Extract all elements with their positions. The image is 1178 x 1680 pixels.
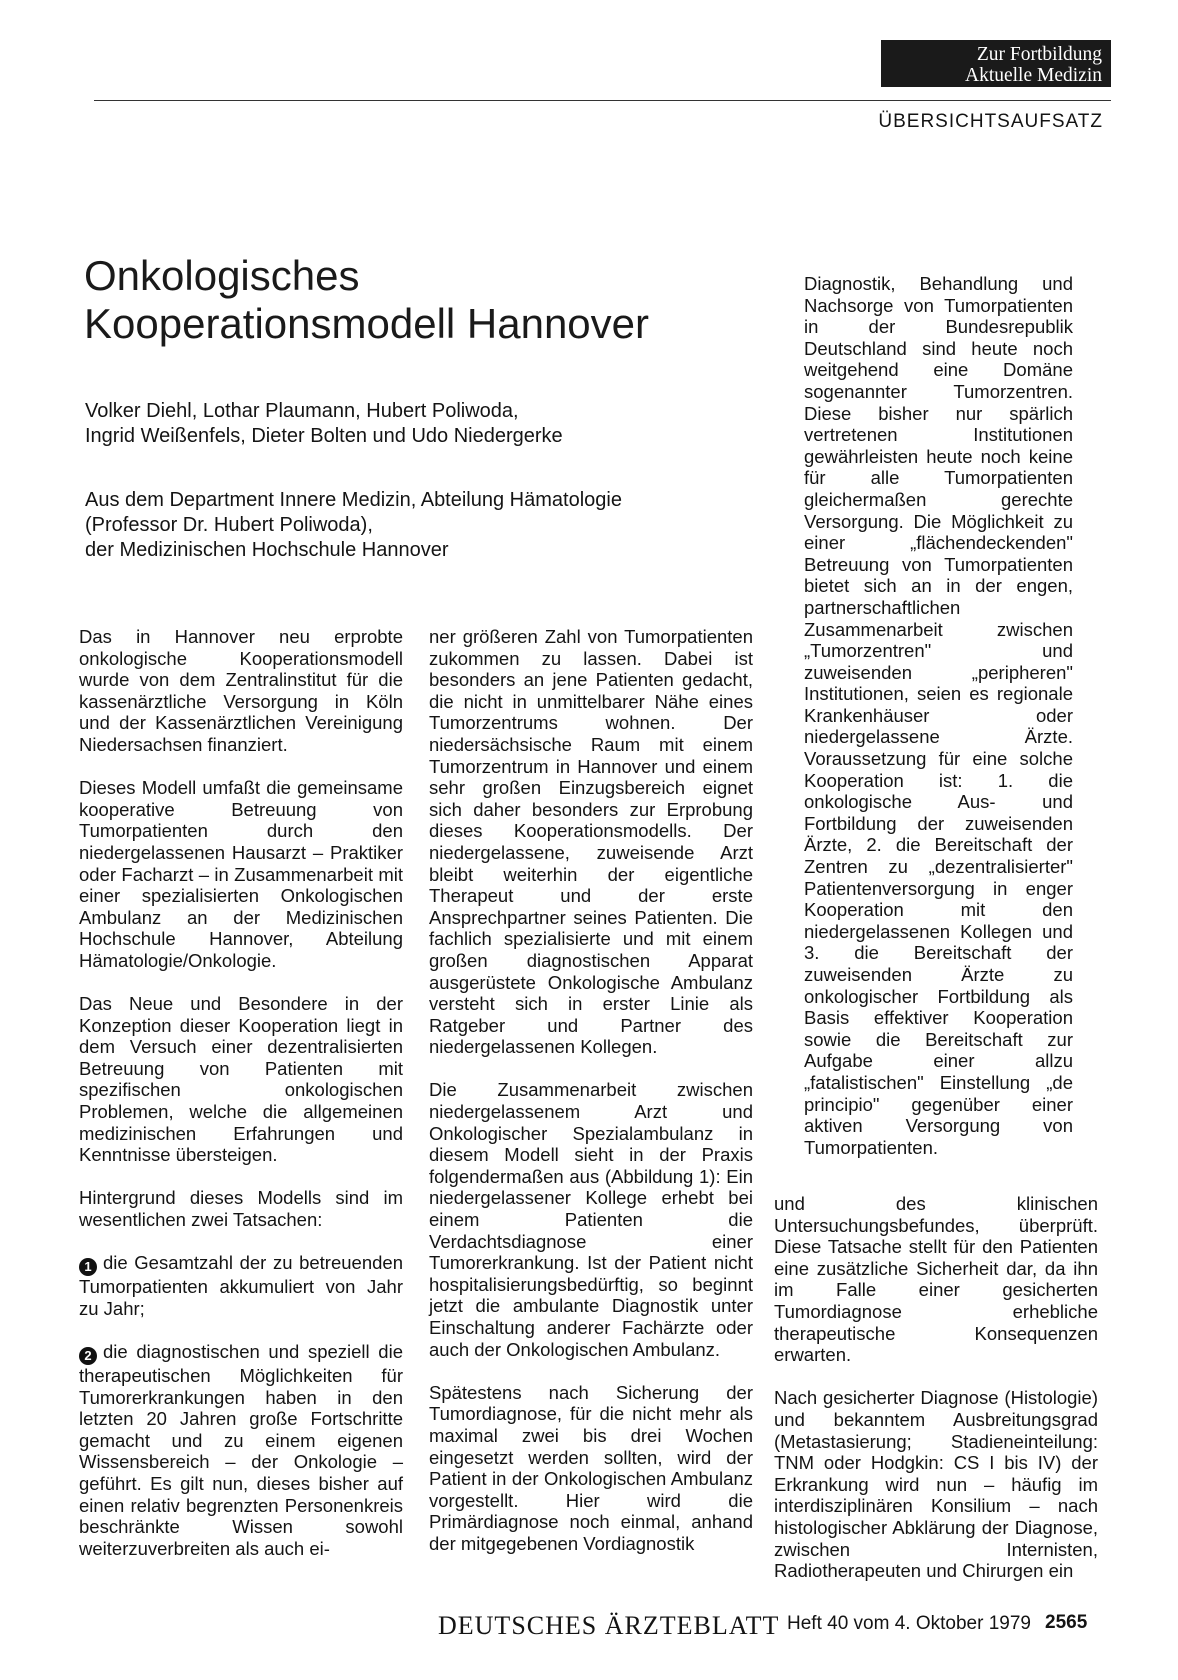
paragraph: Diagnostik, Behandlung und Nachsorge von Tumorpatienten in der Bundesrepublik Deutschland sind heute noch weitgehend eine Domäne sogenannter Tumorzentren. Diese bisher nur spärlich vertretenen Institutionen gewährleisten heute noch keine für alle Tumorpatienten gleichermaßen gerechte Versorgung. Die Möglichkeit zu einer „flächendeckenden" Betreuung von Tumorpatienten bietet sich an in der engen, partnerschaftlichen Zusammenarbeit zwischen „Tumorzentren" und zuweisenden „peripheren" Institutionen, seien es regionale Krankenhäuser oder niedergelassene Ärzte. Voraussetzung für eine solche Kooperation ist: 1. die onkologische Aus- und Fortbildung der zuweisenden Ärzte, 2. die Bereitschaft der Zentren zu „dezentralisierter" Patientenversorgung in enger Kooperation mit den niedergelassenen Kollegen und 3. die Bereitschaft der zuweisenden Ärzte zu onkologischer Fortbildung als Basis effektiver Kooperation sowie die Bereitschaft zur Aufgabe einer allzu „fatalistischen" Einstellung „de principio" gegenüber einer aktiven Versorgung von Tumorpatienten. — [804, 273, 1073, 1158]
list-item-text: die Gesamtzahl der zu betreuenden Tumorpatienten akkumuliert von Jahr zu Jahr; — [79, 1252, 403, 1319]
authors-line-1: Volker Diehl, Lothar Plaumann, Hubert Poliwoda, — [85, 400, 519, 422]
affiliation-line-2: (Professor Dr. Hubert Poliwoda), — [85, 514, 373, 536]
number-2-icon: 2 — [79, 1347, 97, 1365]
paragraph: Hintergrund dieses Modells sind im wesentlichen zwei Tatsachen: — [79, 1187, 403, 1231]
column-3 — [774, 1193, 1098, 1603]
journal-name: DEUTSCHES ÄRZTEBLATT — [438, 1611, 780, 1640]
affiliation — [85, 488, 622, 563]
column-1 — [79, 626, 403, 1581]
affiliation-line-1: Aus dem Department Innere Medizin, Abteilung Hämatologie — [85, 489, 622, 511]
list-item — [79, 1341, 403, 1559]
paragraph: Nach gesicherter Diagnose (Histologie) und bekanntem Ausbreitungsgrad (Metastasierung; Stadieneinteilung: TNM oder Hodgkin: CS I bis IV) der Erkrankung wird nun – häufig im interdisziplinären Konsilium – nach histologischer Abklärung der Diagnose, zwischen Internisten, Radiotherapeuten und Chirurgen ein — [774, 1387, 1098, 1582]
affiliation-line-3: der Medizinischen Hochschule Hannover — [85, 539, 449, 561]
title-line-2: Kooperationsmodell Hannover — [84, 300, 650, 347]
authors-line-2: Ingrid Weißenfels, Dieter Bolten und Udo Niedergerke — [85, 425, 563, 447]
list-item-text: die diagnostischen und speziell die therapeutischen Möglichkeiten für Tumorerkrankungen haben in den letzten 20 Jahren große Fortschritte gemacht und zu einem eigenen Wissensbereich – der Onkologie – geführt. Es gilt nun, dieses bisher auf einen relativ begrenzten Personenkreis beschränkte Wissen sowohl weiterzuverbreiten als auch ei- — [79, 1341, 403, 1559]
page-number: 2565 — [1045, 1612, 1088, 1633]
paragraph: Spätestens nach Sicherung der Tumordiagnose, für die nicht mehr als maximal zwei bis drei Wochen eingesetzt werden sollten, wird der Patient in der Onkologischen Ambulanz vorgestellt. Hier wird die Primärdiagnose noch einmal, anhand der mitgegebenen Vordiagnostik — [429, 1381, 753, 1554]
paragraph: ner größeren Zahl von Tumorpatienten zukommen zu lassen. Dabei ist besonders an jene Patienten gedacht, die nicht in unmittelbarer Nähe eines Tumorzentrums wohnen. Der niedersächsische Raum mit einem Tumorzentrum in Hannover und einem sehr großen Einzugsbereich eignet sich daher besonders zur Erprobung dieses Kooperationsmodells. Der niedergelassene, zuweisende Arzt bleibt weiterhin der eigentliche Therapeut und der erste Ansprechpartner seines Patienten. Die fachlich spezialisierte und mit einem großen diagnostischen Apparat ausgerüstete Onkologische Ambulanz versteht sich in erster Linie als Ratgeber und Partner des niedergelassenen Kollegen. — [429, 626, 753, 1058]
number-1-icon: 1 — [79, 1258, 97, 1276]
section-tag-line-2: Aktuelle Medizin — [964, 65, 1102, 86]
paragraph: Das in Hannover neu erprobte onkologische Kooperationsmodell wurde von dem Zentralinstitut für die kassenärztliche Versorgung in Köln und der Kassenärztlichen Vereinigung Niedersachsen finanziert. — [79, 626, 403, 755]
section-tag-line-1: Zur Fortbildung — [976, 44, 1102, 65]
header-rule — [94, 100, 1111, 101]
title-line-1: Onkologisches — [84, 252, 360, 299]
authors — [85, 399, 563, 449]
paragraph: Dieses Modell umfaßt die gemeinsame kooperative Betreuung von Tumorpatienten durch den niedergelassenen Hausarzt – Praktiker oder Facharzt – in Zusammenarbeit mit einer spezialisierten Onkologischen Ambulanz an der Medizinischen Hochschule Hannover, Abteilung Hämatologie/Onkologie. — [79, 777, 403, 971]
paragraph: Das Neue und Besondere in der Konzeption dieser Kooperation liegt in dem Versuch einer dezentralisierten Betreuung von Patienten mit spezifischen onkologischen Problemen, welche die allgemeinen medizinischen Erfahrungen und Kenntnisse übersteigen. — [79, 993, 403, 1166]
paragraph: und des klinischen Untersuchungsbefundes, überprüft. Diese Tatsache stellt für den Patienten eine zusätzliche Sicherheit dar, da ihn im Falle einer gesicherten Tumordiagnose erhebliche therapeutische Konsequenzen erwarten. — [774, 1193, 1098, 1366]
article-title — [84, 252, 649, 348]
list-item — [79, 1252, 403, 1319]
section-label: ÜBERSICHTSAUFSATZ — [878, 111, 1103, 132]
issue-info: Heft 40 vom 4. Oktober 1979 — [787, 1613, 1031, 1634]
column-3-intro — [804, 273, 1073, 1180]
column-2 — [429, 626, 753, 1576]
section-tag — [881, 44, 1102, 86]
paragraph: Die Zusammenarbeit zwischen niedergelassenem Arzt und Onkologischer Spezialambulanz in diesem Modell sieht in der Praxis folgendermaßen aus (Abbildung 1): Ein niedergelassener Kollege erhebt bei einem Patienten die Verdachtsdiagnose einer Tumorerkrankung. Ist der Patient nicht hospitalisierungsbedürftig, so beginnt jetzt die ambulante Diagnostik unter Einschaltung anderer Fachärzte oder auch der Onkologischen Ambulanz. — [429, 1079, 753, 1360]
